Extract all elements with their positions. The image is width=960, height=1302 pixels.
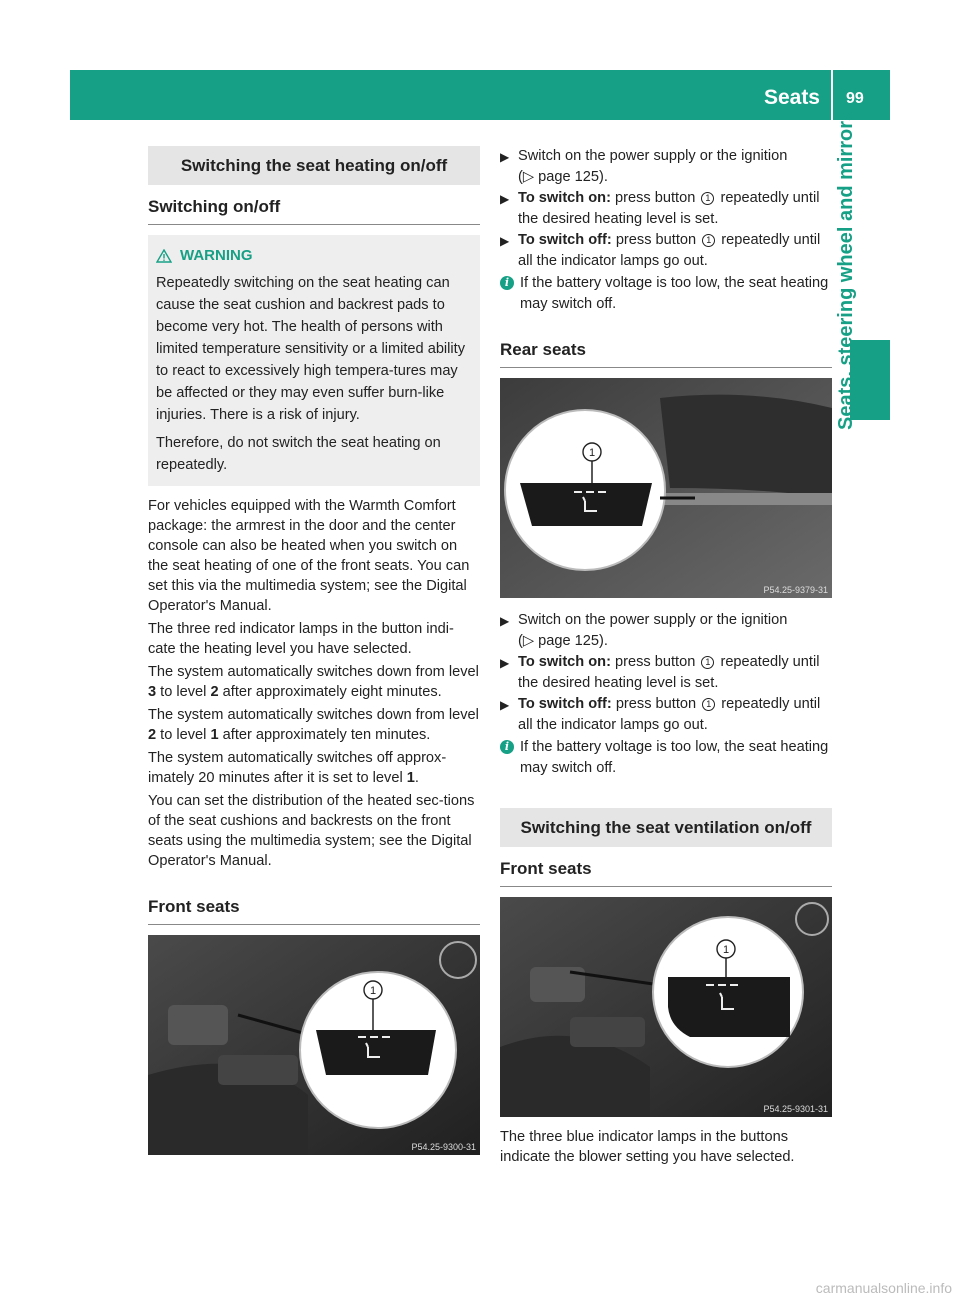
- callout-number: 1: [588, 447, 596, 459]
- paragraph: The three red indicator lamps in the button indi-cate the heating level you have selected.: [148, 621, 454, 657]
- text: to level: [156, 727, 211, 743]
- button-number-icon: 1: [701, 192, 714, 205]
- right-column: [500, 146, 832, 1170]
- header-separator: [831, 70, 833, 120]
- photo-illustration: [500, 897, 832, 1117]
- warning-text: Repeatedly switching on the seat heating can cause the seat cushion and backrest pads to become very hot. The health of persons with limited temperature sensitivity or a limited ability to react to excessively high tempera-tures may be affected or they may even suffer burn-like injuries. There is a risk of injury.: [156, 275, 466, 423]
- subheading-vent-front-seats: Front seats: [500, 851, 832, 887]
- ventilation-photo: [500, 897, 832, 1117]
- paragraph-level: [148, 748, 480, 788]
- step-text: repeatedly until all the indicator lamps go out.: [518, 232, 821, 269]
- level-value: 1: [210, 727, 219, 743]
- step-item: [500, 610, 832, 651]
- button-number-icon: 1: [702, 234, 715, 247]
- page-ref: (▷ page 125).: [518, 168, 608, 185]
- front-seat-photo: [148, 935, 480, 1155]
- text: after approximately ten minutes.: [218, 727, 431, 743]
- paragraph: For vehicles equipped with the Warmth Comfort package: the armrest in the door and the center console can also be heated when you switch on the seat heating of one of the front seats. You can set this via the multimedia system; see the Digital Operator's Manual.: [148, 498, 470, 614]
- text: .: [414, 770, 419, 786]
- level-value: 3: [148, 684, 157, 700]
- text: The system automatically switches down from level: [148, 664, 479, 680]
- step-label: To switch on:: [518, 190, 611, 206]
- arrow-icon: ▶: [500, 698, 510, 712]
- step-text: repeatedly until all the indicator lamps go out.: [518, 696, 821, 733]
- warning-text-2: Therefore, do not switch the seat heating on repeatedly.: [156, 435, 441, 473]
- step-label: To switch off:: [518, 696, 612, 712]
- arrow-icon: ▶: [500, 234, 510, 248]
- arrow-icon: ▶: [500, 192, 510, 206]
- warning-title-text: WARNING: [180, 247, 253, 264]
- paragraph-level: [148, 705, 480, 745]
- left-column: [148, 146, 480, 1155]
- arrow-icon: ▶: [500, 614, 510, 628]
- step-text: press button: [610, 654, 700, 670]
- page-number: 99: [846, 90, 864, 107]
- level-value: 1: [406, 770, 415, 786]
- photo-code: P54.25-9379-31: [763, 585, 828, 595]
- subheading: Switching on/off: [148, 189, 480, 225]
- button-number-icon: 1: [701, 656, 714, 669]
- photo-code: P54.25-9301-31: [763, 1104, 828, 1114]
- paragraph-level: [148, 662, 480, 702]
- text: The system automatically switches down from level: [148, 707, 479, 723]
- step-item: [500, 230, 832, 271]
- info-text: If the battery voltage is too low, the seat heating may switch off.: [520, 739, 829, 776]
- section-band-ventilation: Switching the seat ventilation on/off: [500, 808, 832, 847]
- text: after approximately eight minutes.: [218, 684, 442, 700]
- photo-illustration: [148, 935, 480, 1155]
- text: to level: [156, 684, 211, 700]
- section-band: Switching the seat heating on/off: [148, 146, 480, 185]
- step-text: repeatedly until the desired heating level is set.: [518, 654, 820, 691]
- callout-number: 1: [722, 944, 730, 956]
- level-value: 2: [148, 727, 157, 743]
- step-text: Switch on the power supply or the ignition: [518, 612, 788, 628]
- warning-icon: [156, 249, 172, 263]
- arrow-icon: ▶: [500, 656, 510, 670]
- watermark: carmanualsonline.info: [815, 1280, 952, 1296]
- step-label: To switch off:: [518, 232, 612, 248]
- warning-box: [148, 235, 480, 486]
- step-text: press button: [611, 696, 701, 712]
- info-icon: i: [500, 740, 514, 754]
- callout-number: 1: [369, 985, 377, 997]
- page-ref: (▷ page 125).: [518, 632, 608, 649]
- chapter-label: Seats, steering wheel and mirrors: [835, 109, 857, 430]
- text: The system automatically switches off approx-imately 20 minutes after it is set to level: [148, 750, 447, 786]
- step-text: press button: [611, 232, 701, 248]
- info-text: If the battery voltage is too low, the seat heating may switch off.: [520, 275, 829, 312]
- step-item: [500, 694, 832, 735]
- step-item: [500, 188, 832, 229]
- paragraph: You can set the distribution of the heated sec-tions of the seat cushions and backrests on the front seats using the multimedia system; see the Digital Operator's Manual.: [148, 793, 475, 869]
- section-title: Seats: [763, 86, 820, 109]
- step-label: To switch on:: [518, 654, 611, 670]
- step-text: press button: [610, 190, 700, 206]
- photo-code: P54.25-9300-31: [411, 1142, 476, 1152]
- rear-seat-photo: [500, 378, 832, 598]
- arrow-icon: ▶: [500, 150, 510, 164]
- subheading-rear-seats: Rear seats: [500, 332, 832, 368]
- step-text: Switch on the power supply or the ignition: [518, 148, 788, 164]
- step-item: [500, 146, 832, 187]
- button-number-icon: 1: [702, 698, 715, 711]
- photo-illustration: [500, 378, 832, 598]
- warning-title: [156, 247, 472, 264]
- info-note: [500, 737, 832, 778]
- info-icon: i: [500, 276, 514, 290]
- info-note: [500, 273, 832, 314]
- paragraph: The three blue indicator lamps in the buttons indicate the blower setting you have selected.: [500, 1129, 795, 1165]
- step-text: repeatedly until the desired heating level is set.: [518, 190, 820, 227]
- subheading-front-seats: Front seats: [148, 889, 480, 925]
- step-item: [500, 652, 832, 693]
- level-value: 2: [210, 684, 219, 700]
